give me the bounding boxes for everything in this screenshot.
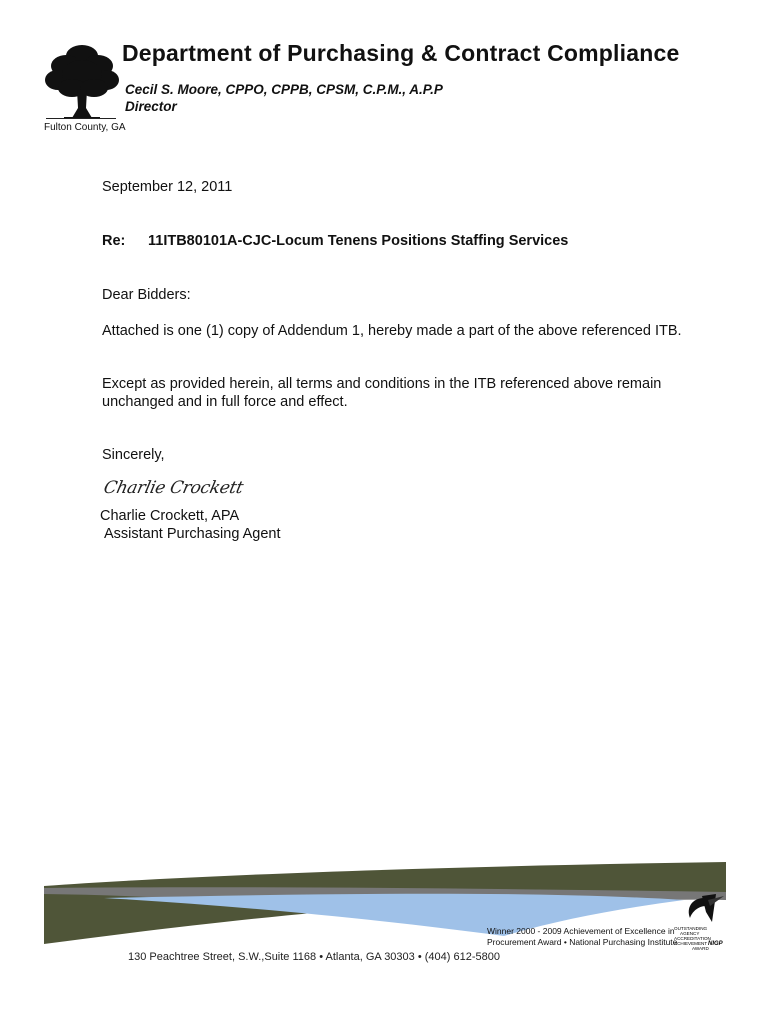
badge-line-2: AGENCY bbox=[680, 931, 700, 936]
handwritten-signature: Charlie Crockett bbox=[101, 478, 245, 498]
badge-line-3: ACCREDITATION bbox=[674, 936, 711, 941]
signer-name: Charlie Crockett, APA bbox=[100, 508, 240, 524]
award-text bbox=[487, 926, 677, 948]
logo-divider bbox=[46, 118, 116, 119]
badge-line-4: ACHIEVEMENT bbox=[674, 941, 708, 946]
director-name: Cecil S. Moore, CPPO, CPPB, CPSM, C.P.M., A.P.P bbox=[125, 82, 443, 97]
badge-line-1: OUTSTANDING bbox=[674, 926, 708, 931]
department-title: Department of Purchasing & Contract Compliance bbox=[122, 40, 680, 66]
salutation: Dear Bidders: bbox=[102, 287, 191, 303]
letter-date: September 12, 2011 bbox=[102, 179, 233, 195]
badge-line-5: AWARD bbox=[692, 946, 709, 951]
re-subject: 11ITB80101A-CJC-Locum Tenens Positions Staffing Services bbox=[148, 233, 569, 249]
badge-brand: NIGP bbox=[708, 941, 723, 947]
award-line-1: Winner 2000 - 2009 Achievement of Excellence in bbox=[487, 926, 675, 936]
director-title: Director bbox=[125, 99, 177, 114]
footer-address: 130 Peachtree Street, S.W.,Suite 1168 • Atlanta, GA 30303 • (404) 612-5800 bbox=[128, 951, 500, 963]
signer-title: Assistant Purchasing Agent bbox=[104, 526, 281, 542]
nigp-award-badge-icon bbox=[672, 892, 728, 954]
paragraph-addendum: Attached is one (1) copy of Addendum 1, hereby made a part of the above referenced ITB. bbox=[102, 323, 682, 339]
paragraph-terms: Except as provided herein, all terms and conditions in the ITB referenced above remain unchanged and in full force and effect. bbox=[102, 376, 662, 410]
county-name: Fulton County, GA bbox=[44, 122, 126, 133]
oak-tree-icon bbox=[44, 42, 120, 122]
closing: Sincerely, bbox=[102, 447, 165, 463]
award-line-2: Procurement Award • National Purchasing Institute bbox=[487, 937, 678, 947]
re-label: Re: bbox=[102, 233, 126, 249]
